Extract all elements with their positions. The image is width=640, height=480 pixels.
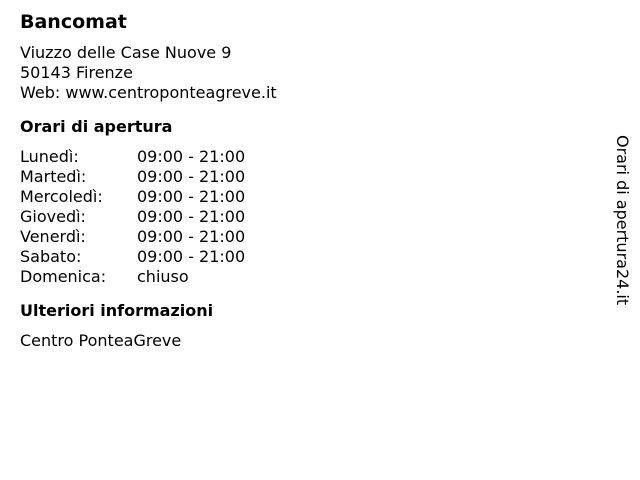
hours-row — [20, 267, 245, 287]
hours-value: 09:00 - 21:00 — [137, 227, 246, 246]
hours-value: 09:00 - 21:00 — [137, 207, 246, 226]
website-link[interactable]: Web: www.centroponteagreve.it — [20, 83, 277, 102]
site-brand-vertical: Orari di apertura24.it — [613, 135, 632, 306]
address-block — [20, 43, 580, 103]
day-label: Sabato: — [20, 247, 82, 266]
business-name: Bancomat — [20, 11, 127, 33]
hours-row — [20, 147, 245, 167]
address-city: 50143 Firenze — [20, 63, 133, 82]
more-info-text: Centro PonteaGreve — [20, 331, 182, 350]
hours-row — [20, 247, 245, 267]
day-label: Martedì: — [20, 167, 87, 186]
day-label: Venerdì: — [20, 227, 86, 246]
opening-hours-table — [20, 147, 245, 287]
hours-row — [20, 227, 245, 247]
hours-value: chiuso — [137, 267, 189, 286]
business-card — [20, 9, 580, 351]
hours-row — [20, 167, 245, 187]
address-street: Viuzzo delle Case Nuove 9 — [20, 43, 232, 62]
hours-value: 09:00 - 21:00 — [137, 147, 246, 166]
hours-value: 09:00 - 21:00 — [137, 187, 246, 206]
opening-hours-heading: Orari di apertura — [20, 117, 173, 136]
day-label: Lunedì: — [20, 147, 79, 166]
day-label: Mercoledì: — [20, 187, 103, 206]
hours-row — [20, 207, 245, 227]
day-label: Giovedì: — [20, 207, 86, 226]
day-label: Domenica: — [20, 267, 107, 286]
more-info-heading: Ulteriori informazioni — [20, 301, 214, 320]
hours-value: 09:00 - 21:00 — [137, 167, 246, 186]
hours-value: 09:00 - 21:00 — [137, 247, 246, 266]
hours-row — [20, 187, 245, 207]
